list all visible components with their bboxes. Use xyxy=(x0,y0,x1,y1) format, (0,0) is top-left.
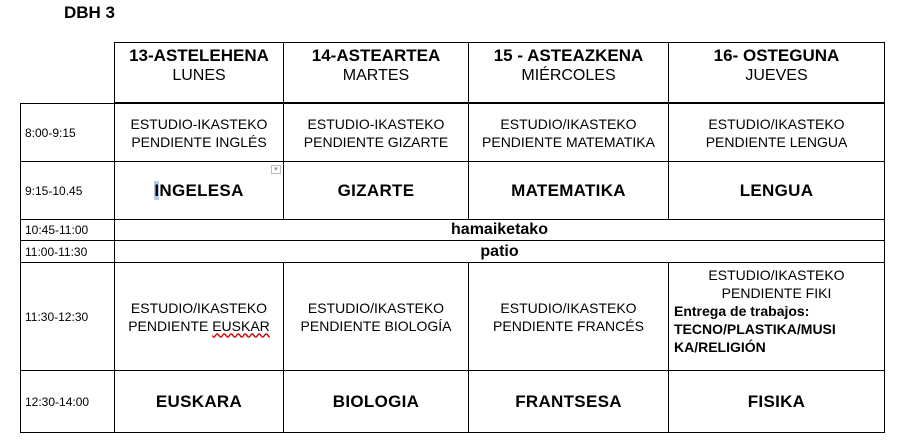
time-cell: 11:00-11:30 xyxy=(21,241,115,263)
spellcheck-word: EUSKAR xyxy=(212,317,270,334)
subject-cell[interactable]: FISIKA xyxy=(669,371,885,433)
header-day-thursday xyxy=(668,42,885,103)
timetable xyxy=(20,103,885,433)
entrega-line: Entrega de trabajos: xyxy=(674,303,810,319)
study-line: PENDIENTE FRANCÉS xyxy=(493,317,644,334)
subject-cell[interactable]: LENGUA xyxy=(669,162,885,220)
table-row xyxy=(21,104,885,162)
subject-cell[interactable]: MATEMATIKA xyxy=(469,162,669,220)
day-name: LUNES xyxy=(172,67,226,84)
header-day-monday xyxy=(114,42,284,103)
study-line xyxy=(115,317,283,335)
time-cell: 8:00-9:15 xyxy=(21,104,115,162)
subject-cell[interactable]: GIZARTE xyxy=(284,162,469,220)
subject-cell[interactable]: EUSKARA xyxy=(115,371,284,433)
day-label: 13-ASTELEHENA xyxy=(129,46,269,65)
day-label: 16- OSTEGUNA xyxy=(713,46,840,65)
table-row xyxy=(21,220,885,241)
time-cell: 12:30-14:00 xyxy=(21,371,115,433)
study-line: ESTUDIO-IKASTEKO xyxy=(307,115,445,132)
table-row xyxy=(21,371,885,433)
study-cell[interactable] xyxy=(284,263,469,371)
day-label: 14-ASTEARTEA xyxy=(311,46,441,65)
day-name: JUEVES xyxy=(745,67,808,84)
day-name: MIÉRCOLES xyxy=(521,67,616,84)
time-cell: 11:30-12:30 xyxy=(21,263,115,371)
document-title: DBH 3 xyxy=(64,3,116,22)
study-line: ESTUDIO/IKASTEKO xyxy=(130,299,268,316)
subject-cell-ingelesa[interactable] xyxy=(115,162,284,220)
subject-cell[interactable]: BIOLOGIA xyxy=(284,371,469,433)
table-row xyxy=(21,162,885,220)
chevron-down-icon[interactable]: ▾ xyxy=(271,165,281,174)
break-cell-hamaiketako[interactable]: hamaiketako xyxy=(115,220,885,241)
break-cell-patio[interactable]: patio xyxy=(115,241,885,263)
study-line: ESTUDIO-IKASTEKO xyxy=(130,115,268,132)
subject-cell[interactable]: FRANTSESA xyxy=(469,371,669,433)
time-cell: 9:15-10.45 xyxy=(21,162,115,220)
study-line: ESTUDIO/IKASTEKO xyxy=(708,267,845,283)
day-name: MARTES xyxy=(342,67,410,84)
day-label: 15 - ASTEAZKENA xyxy=(493,46,644,65)
study-line: PENDIENTE LENGUA xyxy=(705,133,848,150)
study-line: ESTUDIO/IKASTEKO xyxy=(500,115,637,132)
table-row xyxy=(21,241,885,263)
study-text: PENDIENTE xyxy=(128,317,213,334)
study-line: ESTUDIO/IKASTEKO xyxy=(307,299,445,316)
study-cell[interactable] xyxy=(469,104,669,162)
study-cell[interactable] xyxy=(469,263,669,371)
subject-text: NGELESA xyxy=(159,180,244,200)
entrega-line: KA/RELIGIÓN xyxy=(674,339,766,355)
study-line: PENDIENTE INGLÉS xyxy=(131,133,267,150)
study-cell[interactable] xyxy=(669,104,885,162)
study-cell[interactable] xyxy=(115,104,284,162)
study-cell[interactable] xyxy=(115,263,284,371)
header-day-wednesday xyxy=(468,42,669,103)
time-cell: 10:45-11:00 xyxy=(21,220,115,241)
study-line: ESTUDIO/IKASTEKO xyxy=(500,299,637,316)
study-cell[interactable] xyxy=(284,104,469,162)
table-row xyxy=(21,263,885,371)
entrega-line: TECNO/PLASTIKA/MUSI xyxy=(674,321,836,337)
study-line: PENDIENTE GIZARTE xyxy=(303,133,449,150)
study-cell-fiki[interactable] xyxy=(669,263,885,371)
text-cursor-selection: I xyxy=(154,180,160,200)
header-day-tuesday xyxy=(283,42,469,103)
study-line: PENDIENTE BIOLOGÍA xyxy=(300,317,452,334)
study-line: PENDIENTE MATEMATIKA xyxy=(482,133,655,150)
study-line: PENDIENTE FIKI xyxy=(721,285,832,301)
study-line: ESTUDIO/IKASTEKO xyxy=(708,115,845,132)
